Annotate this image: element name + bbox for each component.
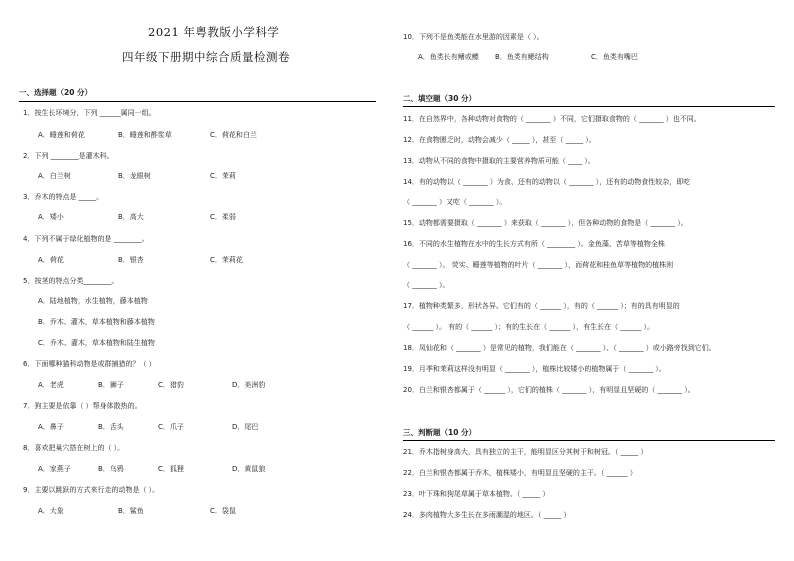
question-16: 16．不同的水生植物在水中的生长方式有所（ ________ ）。金鱼藻、苦草等植物全株 xyxy=(403,240,665,248)
option: B．乔木、灌木，草本植物和藤本植物 xyxy=(38,318,155,326)
question-9: 9．主要以跳跃的方式来行走的动物是（ ）。 xyxy=(23,486,160,494)
option: C．柔弱 xyxy=(210,213,236,221)
question-16-cont: （ _______ ）。 xyxy=(403,281,450,289)
option: A．家燕子 xyxy=(38,465,71,473)
option: C．鱼类有嘴巴 xyxy=(591,53,638,61)
question-3: 3．乔木的特点是 _____。 xyxy=(23,193,104,201)
question-24: 24．多肉植物大多生长在多雨潮湿的地区。（ _____ ） xyxy=(403,511,571,519)
option: A．荷花 xyxy=(38,256,64,264)
option: A．鼻子 xyxy=(38,423,64,431)
option: C．猎豹 xyxy=(158,381,184,389)
option: C．乔木、灌木，草本植物和陆生植物 xyxy=(38,339,155,347)
option: B．鱼类有鳃结构 xyxy=(495,53,549,61)
question-22: 22．白兰和银杏都属于乔木，植株矮小，有明显且坚硬的主干。（ ______ ） xyxy=(403,469,637,477)
option: D．尾巴 xyxy=(232,423,259,431)
option: A．睡莲和荷花 xyxy=(38,131,85,139)
section-divider xyxy=(403,440,775,441)
question-8: 8．喜欢把巢穴搭在树上的（ ）。 xyxy=(23,444,125,452)
question-7: 7．狗主要是依靠（ ）帮身体散热的。 xyxy=(23,402,142,410)
question-2: 2．下列 ________是灌木科。 xyxy=(23,152,114,160)
section-heading-choice: 一、选择题（20 分） xyxy=(19,88,93,97)
question-11: 11．在自然界中，各种动物对食物的（ _______ ）不同，它们摄取食物的（ _______ ）也不同。 xyxy=(403,115,701,123)
option: B．银杏 xyxy=(118,256,144,264)
question-10: 10．下列不是鱼类能在水里游的因素是（ ）。 xyxy=(403,33,544,41)
question-6: 6．下面哪种猫科动物是或群捕猎的？（ ） xyxy=(23,360,156,368)
question-17: 17．植物种类繁多，形状各异。它们有的（ ______ ），有的（ ______ ）；有的具有明显的 xyxy=(403,302,680,310)
option: C．荷花和白兰 xyxy=(210,131,257,139)
question-1: 1．按生长环境分，下列 ______属同一组。 xyxy=(23,109,156,117)
option: C．狐狸 xyxy=(158,465,184,473)
page-title-line1: 2021 年粤教版小学科学 xyxy=(148,25,280,39)
option: B．高大 xyxy=(118,213,144,221)
option: C．袋鼠 xyxy=(210,507,236,515)
option: A．大象 xyxy=(38,507,64,515)
option: B．狮子 xyxy=(98,381,124,389)
question-5: 5．按茎的特点分类________。 xyxy=(23,277,119,285)
page-title-line2: 四年级下册期中综合质量检测卷 xyxy=(122,50,290,64)
question-14-cont: （ _______ ）又吃（ _______ ）。 xyxy=(403,198,507,206)
question-23: 23．叶下珠和狗尾草属于草本植物。（ _____ ） xyxy=(403,490,550,498)
option: A．鱼类长有鳍或鳔 xyxy=(418,53,479,61)
question-16-cont: （ _______ ）。 荧实、睡莲等植物的叶片（ _______ ），而荷花和桂鱼草等植物的植株则 xyxy=(403,261,674,269)
option: B．龙眼树 xyxy=(118,172,151,180)
option: B．乌鸦 xyxy=(98,465,124,473)
question-13: 13．动物从不同的食物中摄取的主要营养物质可能（ ____ ）。 xyxy=(403,157,595,165)
option: A．矮小 xyxy=(38,213,64,221)
question-17-cont: （ ______ ）。 有的（ ______ ）；有的生长在（ ______ ），有生长在（ ______ ）。 xyxy=(403,323,655,331)
option: B．舌头 xyxy=(98,423,124,431)
option: D．美洲豹 xyxy=(232,381,266,389)
section-divider xyxy=(19,101,376,102)
question-20: 20．白兰和银杏都属于（ ______ ），它们的植株（ _______ ），有明显且坚硬的（ _______ ）。 xyxy=(403,386,695,394)
option: C．爪子 xyxy=(158,423,184,431)
question-18: 18．凤仙花和（ _______ ）是常见的植物，我们能在（ _______ ）、（ _______ ）或小路旁找到它们。 xyxy=(403,344,716,352)
option: D．黄鼠狼 xyxy=(232,465,266,473)
section-heading-fill: 二、填空题（30 分） xyxy=(403,94,477,103)
question-14: 14．有的动物以（ _______ ）为食、还有的动物以（ _______ ），还有的动物食性较杂，即吃 xyxy=(403,178,691,186)
question-4: 4．下列不属于绿化植物的是 ________。 xyxy=(23,235,149,243)
option: B．鲨鱼 xyxy=(118,507,144,515)
section-divider xyxy=(403,106,775,107)
question-15: 15．动物都需要摄取（ _______ ）来获取（ _______ ），但各种动物的食物是（ _______ ）。 xyxy=(403,219,688,227)
question-12: 12．在食物匮乏时，动物会减少（ _____ ），甚至（ _____ ）。 xyxy=(403,136,596,144)
option: C．茉莉 xyxy=(210,172,236,180)
option: A．白兰树 xyxy=(38,172,71,180)
section-heading-judge: 三、判断题（10 分） xyxy=(403,428,477,437)
option: A．老虎 xyxy=(38,381,64,389)
question-19: 19．月季和茉莉这样没有明显（ _______ ），植株比较矮小的植物属于（ _______ ）。 xyxy=(403,365,666,373)
option: A．陆地植物，水生植物，藤本植物 xyxy=(38,297,148,305)
question-21: 21．乔木指树身高大，具有独立的主干，能明显区分其树干和树冠。（ _____ ） xyxy=(403,448,648,456)
option: B．睡莲和酢浆草 xyxy=(118,131,172,139)
option: C．茉莉花 xyxy=(210,256,243,264)
